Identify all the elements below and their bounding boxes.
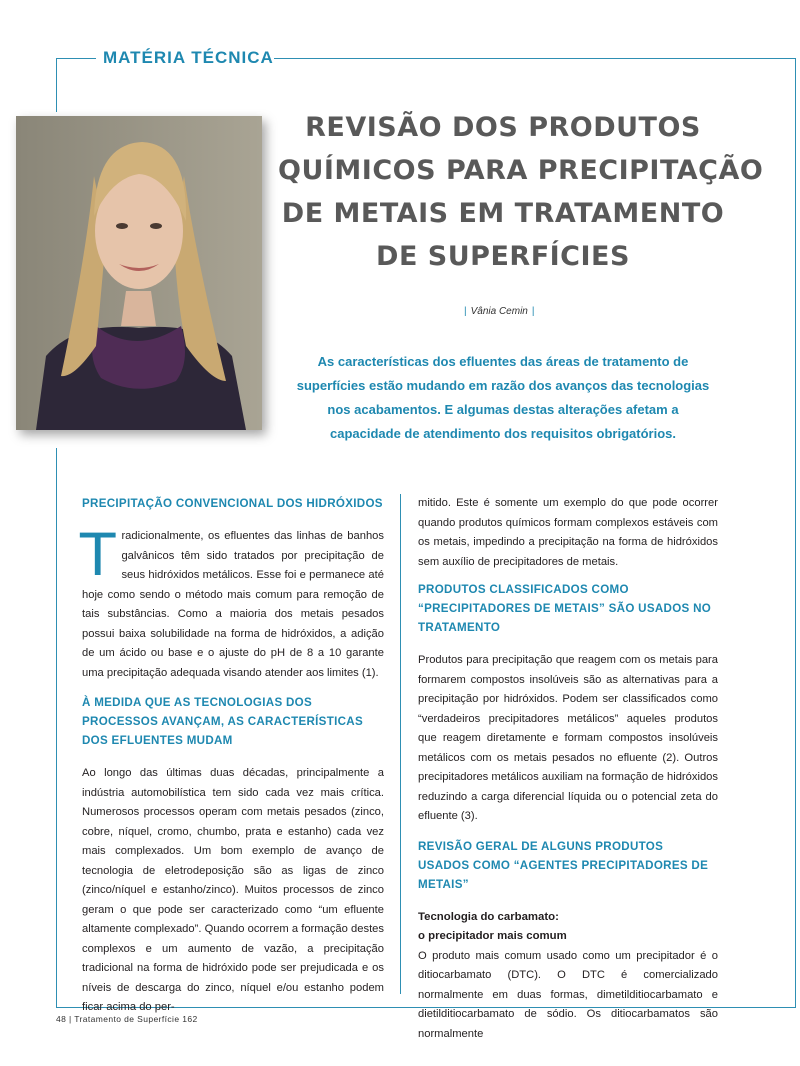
magazine-name: Tratamento de Superfície 162 <box>74 1014 198 1024</box>
byline-bar-right: | <box>531 306 535 317</box>
subheading: o precipitador mais comum <box>418 930 567 942</box>
author-photo <box>16 116 262 430</box>
article-title <box>278 106 764 278</box>
left-column <box>82 494 384 1018</box>
body-paragraph: Produtos para precipitação que reagem com os metais para formarem compostos insolúveis são as alternativas para a precipitação por hidróxidos. Podem ser classificados como “verdadeiros precipitadores metálicos” aqueles produtos que reagem diretamente e formam compostos insolúveis metálicos com os metais pesados no efluente (2). Outros precipitadores metálicos auxiliam na formação de hidróxidos reduzindo a carga diferencial líquida ou o potencial zeta do efluente (3). <box>418 654 718 822</box>
author-name: Vânia Cemin <box>470 306 528 317</box>
drop-cap: T <box>80 521 116 589</box>
body-paragraph: O produto mais comum usado como um precipitador é o ditiocarbamato (DTC). O DTC é comercializado normalmente em duas formas, dimetilditiocarbamato e dietilditiocarbamato de sódio. Os ditiocarbamatos são normalmente <box>418 949 718 1040</box>
body-left-vertical-line <box>56 448 57 1008</box>
body-paragraph: Ao longo das últimas duas décadas, principalmente a indústria automobilística tem sido cada vez mais crítica. Numerosos processos operam com metais pesados (zinco, cobre, níquel, cromo, chumbo, prata e estanho) cada vez mais complexados. Um bom exemplo de avanço de tecnologia de eletrodeposição são as ligas de zinco (zinco/níquel e estanho/zinco). Muitos processos de zinco geram o que pode ser caracterizado como “um efluente altamente complexado”. Quando ocorrem a formação destes complexos e um aumento de vazão, a precipitação tradicional na forma de hidróxido pode ser prejudicada e os níveis de descarga do zinco, níquel e/ou estanho podem ficar acima do per- <box>82 767 384 1013</box>
page-number: 48 <box>56 1014 67 1024</box>
lead-line: capacidade de atendimento dos requisitos obrigatórios. <box>329 426 676 441</box>
title-line: DE METAIS EM TRATAMENTO <box>281 198 725 229</box>
frame-top-left-line <box>56 58 96 59</box>
frame-left-vertical-line <box>56 58 57 112</box>
section-heading: REVISÃO GERAL DE ALGUNS PRODUTOS USADOS COMO “AGENTES PRECIPITADORES DE METAIS” <box>418 839 709 891</box>
right-column <box>418 494 718 1044</box>
lead-line: superfícies estão mudando em razão dos avanços das tecnologias <box>296 378 710 393</box>
body-paragraph <box>80 521 384 683</box>
footer-separator: | <box>69 1014 72 1024</box>
section-heading: PRECIPITAÇÃO CONVENCIONAL DOS HIDRÓXIDOS <box>82 497 383 510</box>
paragraph-text: radicionalmente, os efluentes das linhas de banhos galvânicos têm sido tratados por precipitação de seus hidróxidos metálicos. Esse foi e permanece até hoje como sendo o método mais comum para remoção de tais substâncias. Como a maioria dos metais pesados possui baixa solubilidade na forma de hidróxidos, a adição de um ácido ou base e o ajuste do pH de 8 a 10 garante uma precipitação adequada visando atender aos limites (1). <box>82 530 384 679</box>
body-paragraph: mitido. Este é somente um exemplo do que pode ocorrer quando produtos químicos formam complexos estáveis com os metais, impedindo a precipitação na forma de hidróxidos sem auxílio de precipitadores de metais. <box>418 497 718 568</box>
page-footer <box>56 1014 198 1024</box>
title-line: REVISÃO DOS PRODUTOS <box>305 112 701 143</box>
section-heading: À MEDIDA QUE AS TECNOLOGIAS DOS PROCESSOS AVANÇAM, AS CARACTERÍSTICAS DOS EFLUENTES MUDAM <box>82 696 363 747</box>
section-heading: PRODUTOS CLASSIFICADOS COMO “PRECIPITADORES DE METAIS” SÃO USADOS NO TRATAMENTO <box>418 583 712 634</box>
section-label: MATÉRIA TÉCNICA <box>103 48 274 67</box>
frame-top-right-line <box>274 58 796 59</box>
byline-bar-left: | <box>464 306 467 317</box>
lead-line: nos acabamentos. E algumas destas alterações afetam a <box>327 402 679 417</box>
subheading: Tecnologia do carbamato: <box>418 910 559 923</box>
title-line: DE SUPERFÍCIES <box>376 241 630 272</box>
lead-paragraph <box>283 350 723 446</box>
frame-right-vertical-line <box>795 58 796 1008</box>
title-line: QUÍMICOS PARA PRECIPITAÇÃO <box>278 155 764 186</box>
lead-line: As características dos efluentes das áreas de tratamento de <box>317 354 689 369</box>
column-divider <box>400 494 401 994</box>
